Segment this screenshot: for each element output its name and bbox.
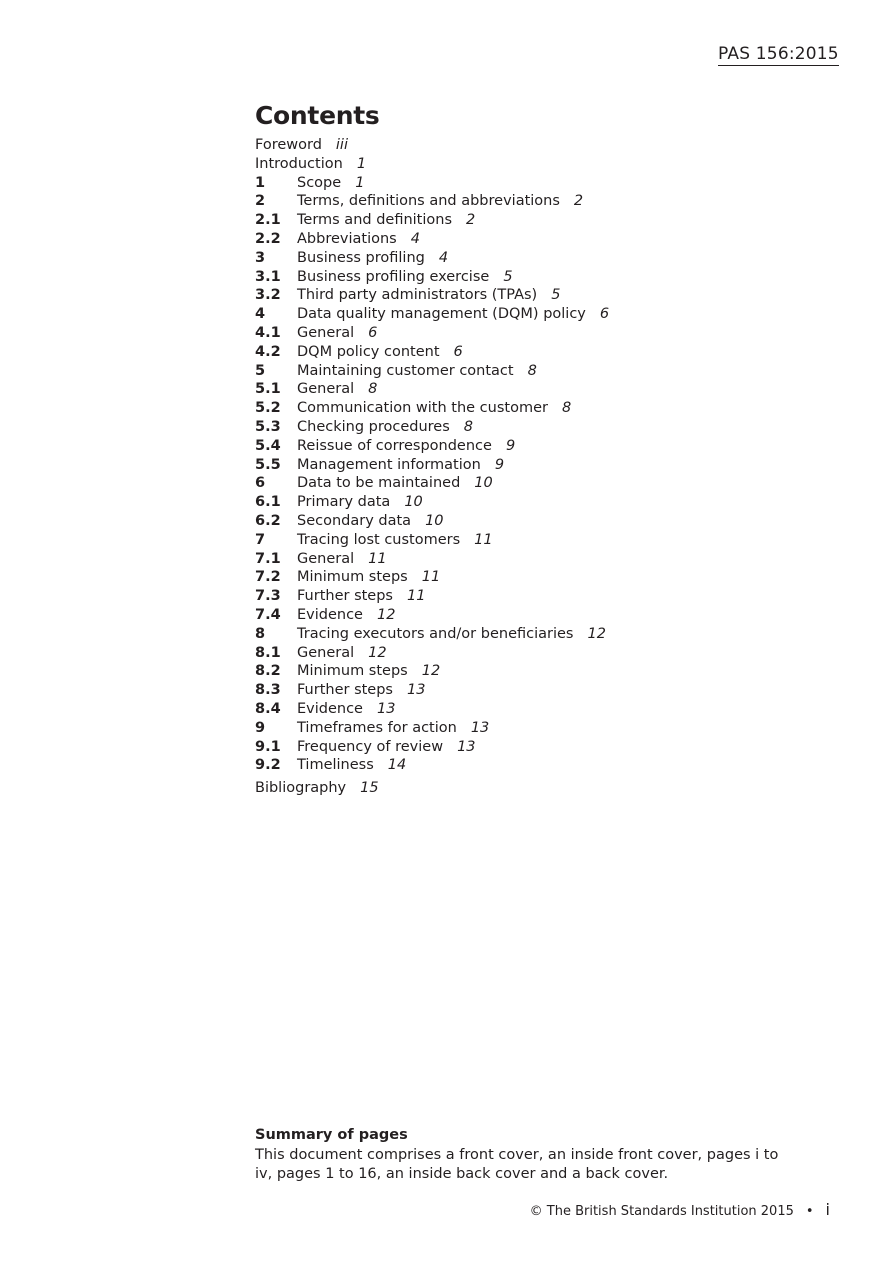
toc-entry-page: 12 [368, 644, 387, 661]
page-number: i [825, 1200, 830, 1219]
toc-entry[interactable] [255, 418, 815, 437]
toc-entry-number: 8 [255, 625, 266, 642]
toc-front-matter [255, 136, 815, 174]
toc-entry-title: Primary data [297, 494, 391, 511]
toc-entry[interactable] [255, 644, 815, 663]
table-of-contents [255, 136, 815, 798]
toc-entry-page: 13 [457, 738, 476, 755]
toc-entry[interactable] [255, 779, 815, 798]
toc-entry-page: 14 [387, 757, 407, 774]
toc-entry[interactable] [255, 437, 815, 456]
toc-entry-title: Foreword [255, 137, 322, 153]
toc-entry[interactable] [255, 136, 815, 155]
toc-entry-title: Data quality management (DQM) policy [297, 306, 586, 323]
toc-entry[interactable] [255, 155, 815, 174]
toc-entry[interactable] [255, 211, 815, 230]
toc-entry-page: 13 [376, 700, 396, 717]
toc-entry-number: 8.3 [255, 682, 281, 699]
toc-entry-number: 6.1 [255, 494, 281, 511]
toc-clauses [255, 174, 815, 776]
toc-entry-number: 5.3 [255, 418, 281, 435]
toc-entry-page: 13 [407, 682, 426, 699]
toc-entry[interactable] [255, 662, 815, 681]
toc-entry-page: 10 [474, 475, 493, 492]
toc-entry-title: Frequency of review [297, 738, 444, 755]
toc-entry-page: 11 [421, 569, 441, 586]
toc-entry[interactable] [255, 324, 815, 343]
toc-back-matter [255, 779, 815, 798]
toc-entry-title: Evidence [297, 606, 363, 623]
toc-entry-title: Third party administrators (TPAs) [297, 287, 538, 304]
toc-entry[interactable] [255, 249, 815, 268]
toc-entry[interactable] [255, 512, 815, 531]
toc-entry[interactable] [255, 286, 815, 305]
toc-entry-number: 7 [255, 531, 266, 548]
toc-entry[interactable] [255, 625, 815, 644]
toc-entry[interactable] [255, 305, 815, 324]
toc-entry-title: Further steps [297, 682, 393, 699]
toc-entry[interactable] [255, 399, 815, 418]
toc-entry[interactable] [255, 681, 815, 700]
toc-entry-page: 4 [410, 230, 420, 247]
toc-entry-title: General [297, 381, 355, 398]
toc-entry-page: 9 [494, 456, 505, 473]
toc-entry-page: 5 [551, 287, 561, 304]
toc-entry-title: Maintaining customer contact [297, 362, 514, 379]
toc-entry[interactable] [255, 493, 815, 512]
toc-entry-title: Bibliography [255, 780, 347, 797]
toc-entry-page: 5 [503, 268, 513, 285]
toc-entry-number: 9.2 [255, 757, 281, 774]
toc-entry[interactable] [255, 474, 815, 493]
toc-entry-page: 2 [573, 193, 584, 210]
footer-bullet: • [805, 1204, 814, 1219]
toc-entry-title: Timeframes for action [297, 719, 457, 736]
toc-entry[interactable] [255, 568, 815, 587]
toc-entry[interactable] [255, 268, 815, 287]
toc-entry-page: iii [335, 137, 348, 153]
toc-entry-page: 12 [376, 606, 396, 623]
toc-entry[interactable] [255, 587, 815, 606]
toc-entry[interactable] [255, 230, 815, 249]
toc-entry-title: Minimum steps [297, 569, 408, 586]
toc-entry[interactable] [255, 719, 815, 738]
toc-entry-number: 8.1 [255, 644, 281, 661]
contents-title: Contents [255, 101, 380, 130]
toc-entry-number: 7.4 [255, 606, 281, 623]
toc-entry-page: 11 [407, 588, 426, 605]
toc-entry-number: 5.1 [255, 381, 281, 398]
toc-entry-page: 11 [368, 550, 387, 567]
toc-entry-title: Scope [297, 174, 342, 191]
toc-entry-number: 8.2 [255, 663, 281, 680]
toc-entry-page: 10 [404, 494, 423, 511]
toc-entry-title: Tracing lost customers [297, 531, 461, 548]
toc-entry-page: 10 [425, 512, 444, 529]
toc-entry-number: 8.4 [255, 700, 281, 717]
toc-entry-title: Business profiling exercise [297, 268, 490, 285]
toc-entry-number: 9 [255, 719, 266, 736]
toc-entry-number: 2.2 [255, 230, 281, 247]
toc-entry-title: General [297, 644, 355, 661]
toc-entry[interactable] [255, 380, 815, 399]
toc-entry-title: Evidence [297, 700, 363, 717]
toc-entry-title: Data to be maintained [297, 475, 461, 492]
toc-entry[interactable] [255, 174, 815, 193]
toc-entry-page: 6 [368, 324, 378, 341]
toc-entry-title: Reissue of correspondence [297, 437, 492, 454]
toc-entry-number: 6.2 [255, 512, 281, 529]
toc-entry-title: General [297, 550, 355, 567]
toc-entry-title: Business profiling [297, 249, 425, 266]
toc-entry-page: 6 [599, 306, 610, 323]
toc-entry-title: Abbreviations [297, 230, 397, 247]
toc-entry[interactable] [255, 606, 815, 625]
toc-entry-page: 8 [527, 362, 537, 379]
toc-entry-number: 3 [255, 249, 266, 266]
toc-entry-title: Management information [297, 456, 481, 473]
document-identifier: PAS 156:2015 [718, 44, 839, 64]
toc-entry-title: Terms and definitions [297, 212, 453, 229]
toc-entry-number: 3.1 [255, 268, 281, 285]
toc-entry-title: Tracing executors and/or beneficiaries [297, 625, 574, 642]
toc-entry-number: 3.2 [255, 287, 281, 304]
toc-entry-number: 9.1 [255, 738, 281, 755]
toc-entry[interactable] [255, 700, 815, 719]
toc-entry-page: 4 [438, 249, 449, 266]
toc-entry-title: Terms, definitions and abbreviations [297, 193, 560, 210]
toc-entry-number: 2 [255, 193, 266, 210]
toc-entry[interactable] [255, 531, 815, 550]
toc-entry-number: 4 [255, 306, 266, 323]
toc-entry[interactable] [255, 550, 815, 569]
toc-entry-number: 1 [255, 174, 266, 191]
toc-entry-number: 5.2 [255, 400, 281, 417]
toc-entry-number: 4.1 [255, 324, 281, 341]
toc-entry-page: 15 [360, 780, 379, 797]
summary-heading: Summary of pages [255, 1127, 408, 1143]
toc-entry-number: 5 [255, 362, 266, 379]
copyright-notice: © The British Standards Institution 2015 [529, 1204, 794, 1219]
toc-entry-number: 7.1 [255, 550, 281, 567]
toc-entry-number: 5.5 [255, 456, 281, 473]
toc-entry-title: Checking procedures [297, 418, 450, 435]
toc-entry-page: 8 [463, 418, 473, 435]
toc-entry-page: 12 [587, 625, 606, 642]
toc-entry-page: 12 [421, 663, 441, 680]
toc-entry-title: Secondary data [297, 512, 412, 529]
toc-entry-title: General [297, 324, 355, 341]
toc-entry-page: 2 [466, 212, 476, 229]
toc-entry[interactable] [255, 756, 815, 775]
toc-entry-page: 1 [356, 155, 367, 172]
toc-entry[interactable] [255, 192, 815, 211]
toc-entry-number: 4.2 [255, 343, 281, 360]
toc-entry-title: Minimum steps [297, 663, 408, 680]
toc-entry-page: 11 [474, 531, 493, 548]
toc-entry-title: Timeliness [297, 757, 374, 774]
toc-entry[interactable] [255, 362, 815, 381]
page-footer [530, 1200, 830, 1219]
summary-of-pages [255, 1126, 795, 1185]
toc-entry-page: 13 [470, 719, 490, 736]
toc-entry-number: 7.2 [255, 569, 281, 586]
toc-entry-number: 7.3 [255, 588, 281, 605]
toc-entry[interactable] [255, 738, 815, 757]
toc-entry-page: 1 [355, 174, 365, 191]
toc-entry-number: 2.1 [255, 212, 281, 229]
toc-entry-number: 5.4 [255, 437, 281, 454]
toc-entry[interactable] [255, 456, 815, 475]
toc-entry-title: Further steps [297, 588, 393, 605]
toc-entry-page: 9 [505, 437, 516, 454]
toc-entry-title: Communication with the customer [297, 400, 548, 417]
toc-entry-number: 6 [255, 475, 266, 492]
toc-entry-title: Introduction [255, 155, 343, 172]
summary-text: This document comprises a front cover, an inside front cover, pages i to iv, pages 1 to 16, an inside back cover and a back cover. [255, 1146, 779, 1182]
toc-entry-title: DQM policy content [297, 343, 440, 360]
toc-entry-page: 8 [368, 381, 378, 398]
toc-entry-page: 8 [561, 400, 572, 417]
toc-entry[interactable] [255, 343, 815, 362]
toc-entry-page: 6 [453, 343, 463, 360]
